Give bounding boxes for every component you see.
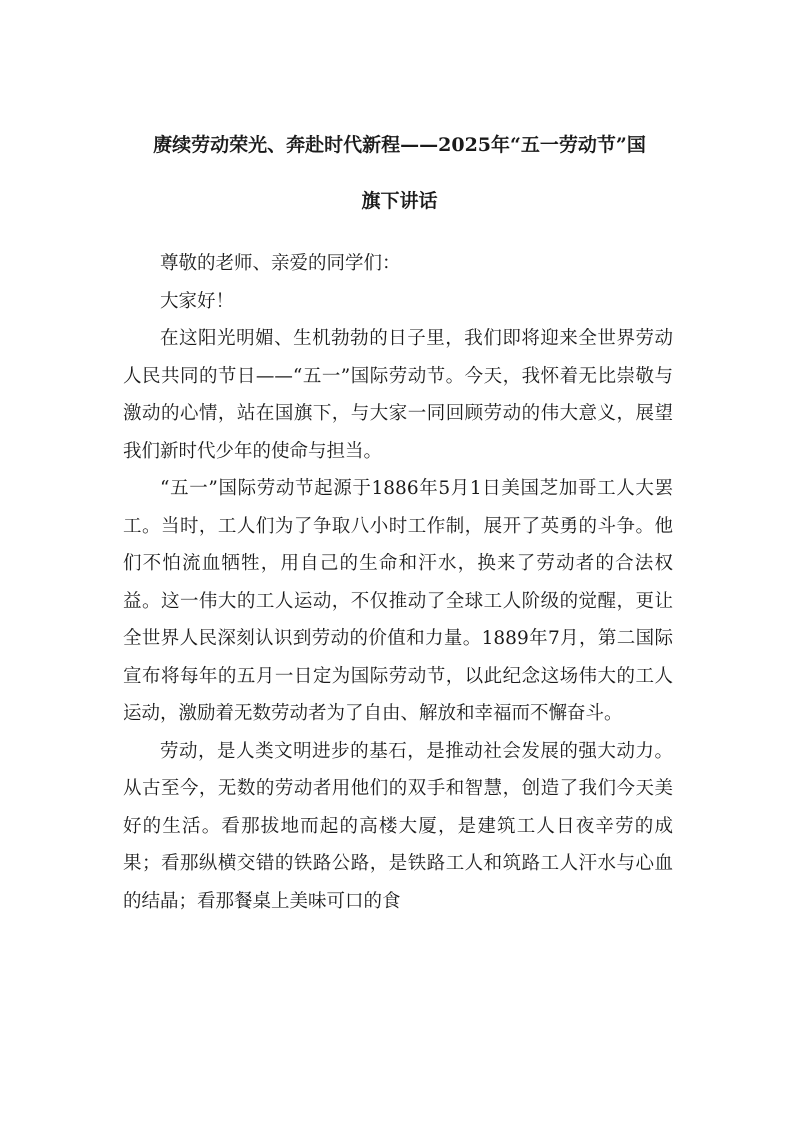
salutation: 尊敬的老师、亲爱的同学们： <box>160 253 401 274</box>
document-title <box>112 117 687 229</box>
document-body <box>123 245 673 920</box>
paragraph-1: 在这阳光明媚、生机勃勃的日子里，我们即将迎来全世界劳动人民共同的节日——“五一”国际劳动节。今天，我怀着无比崇敬与激动的心情，站在国旗下，与大家一同回顾劳动的伟大意义，展望我们新时代少年的使命与担当。 <box>123 328 673 462</box>
title-line-2: 旗下讲话 <box>361 190 438 212</box>
paragraph-2: “五一”国际劳动节起源于1886年5月1日美国芝加哥工人大罢工。当时，工人们为了争取八小时工作制，展开了英勇的斗争。他们不怕流血牺牲，用自己的生命和汗水，换来了劳动者的合法权益。这一伟大的工人运动，不仅推动了全球工人阶级的觉醒，更让全世界人民深刻认识到劳动的价值和力量。1889年7月，第二国际宣布将每年的五月一日定为国际劳动节，以此纪念这场伟大的工人运动，激励着无数劳动者为了自由、解放和幸福而不懈奋斗。 <box>123 478 673 724</box>
title-line-1: 赓续劳动荣光、奔赴时代新程——2025年“五一劳动节”国 <box>153 134 646 156</box>
greeting: 大家好！ <box>160 290 235 312</box>
paragraph-3: 劳动，是人类文明进步的基石，是推动社会发展的强大动力。从古至今，无数的劳动者用他们的双手和智慧，创造了我们今天美好的生活。看那拔地而起的高楼大厦，是建筑工人日夜辛劳的成果；看那纵横交错的铁路公路，是铁路工人和筑路工人汗水与心血的结晶；看那餐桌上美味可口的食 <box>123 740 673 912</box>
